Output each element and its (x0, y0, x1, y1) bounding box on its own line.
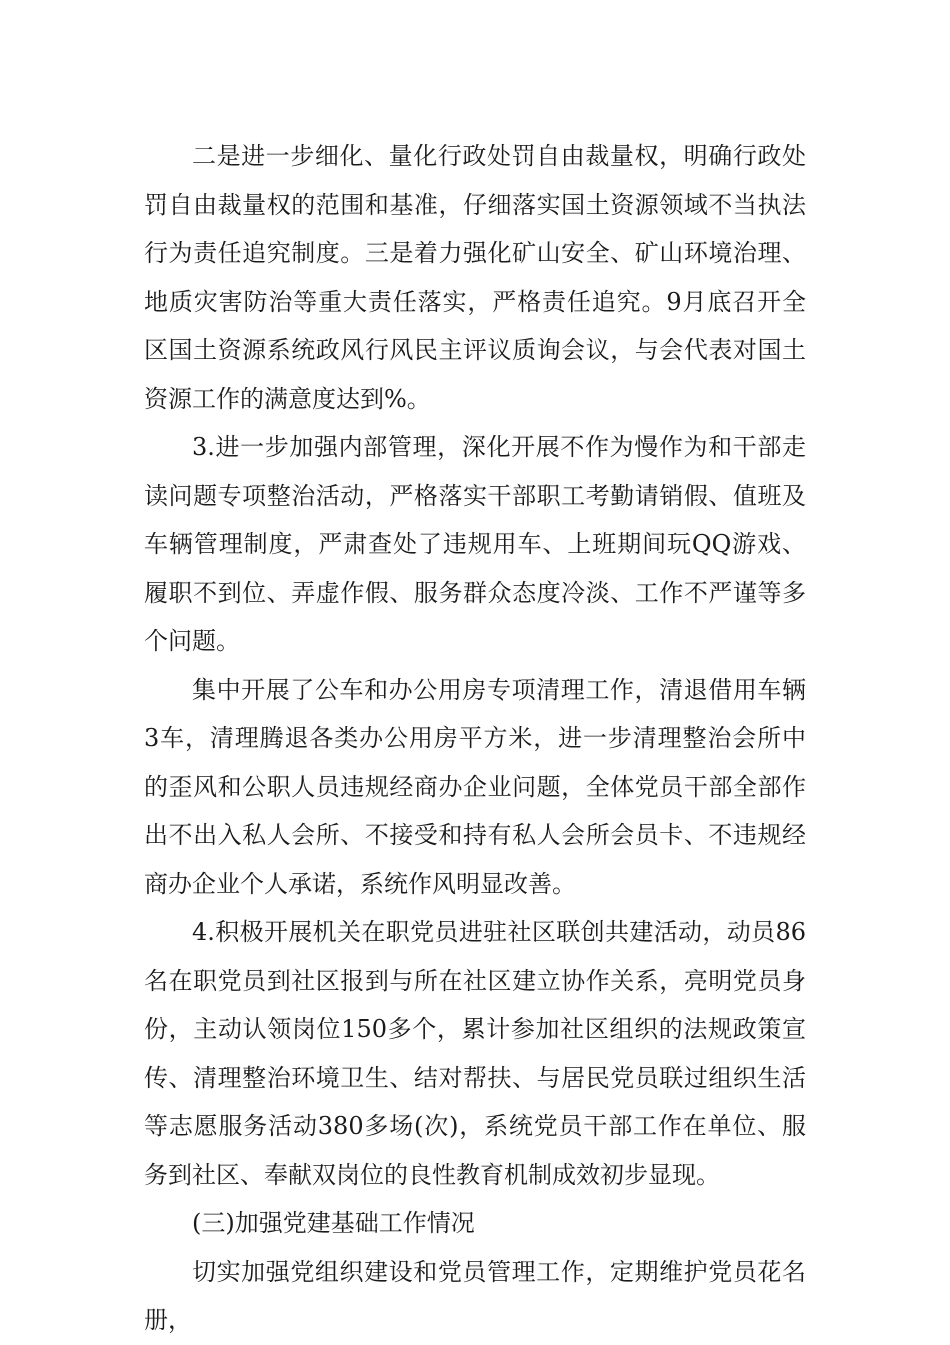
paragraph-accountability: 二是进一步细化、量化行政处罚自由裁量权，明确行政处罚自由裁量权的范围和基准，仔细落实国土资源领域不当执法行为责任追究制度。三是着力强化矿山安全、矿山环境治理、地质灾害防治等重大责任落实，严格责任追究。9月底召开全区国土资源系统政风行风民主评议质询会议，与会代表对国土资源工作的满意度达到%。 (144, 142, 806, 413)
section-heading-party-building: (三)加强党建基础工作情况 (192, 1209, 475, 1237)
paragraph-internal-management: 3.进一步加强内部管理，深化开展不作为慢作为和干部走读问题专项整治活动，严格落实干部职工考勤请销假、值班及车辆管理制度，严肃查处了违规用车、上班期间玩QQ游戏、履职不到位、弄虚作假、服务群众态度冷淡、工作不严谨等多个问题。 (144, 433, 806, 655)
paragraph-party-organization: 切实加强党组织建设和党员管理工作，定期维护党员花名册， (144, 1257, 806, 1334)
paragraph-community-activities: 4.积极开展机关在职党员进驻社区联创共建活动，动员86名在职党员到社区报到与所在社区建立协作关系，亮明党员身份，主动认领岗位150多个，累计参加社区组织的法规政策宣传、清理整治环境卫生、结对帮扶、与居民党员联过组织生活等志愿服务活动380多场(次)，系统党员干部工作在单位、服务到社区、奉献双岗位的良性教育机制成效初步显现。 (144, 918, 806, 1189)
document-body (144, 132, 806, 1345)
paragraph-vehicle-office-cleanup: 集中开展了公车和办公用房专项清理工作，清退借用车辆3车，清理腾退各类办公用房平方米，进一步清理整治会所中的歪风和公职人员违规经商办企业问题，全体党员干部全部作出不出入私人会所、不接受和持有私人会所会员卡、不违规经商办企业个人承诺，系统作风明显改善。 (144, 675, 806, 898)
